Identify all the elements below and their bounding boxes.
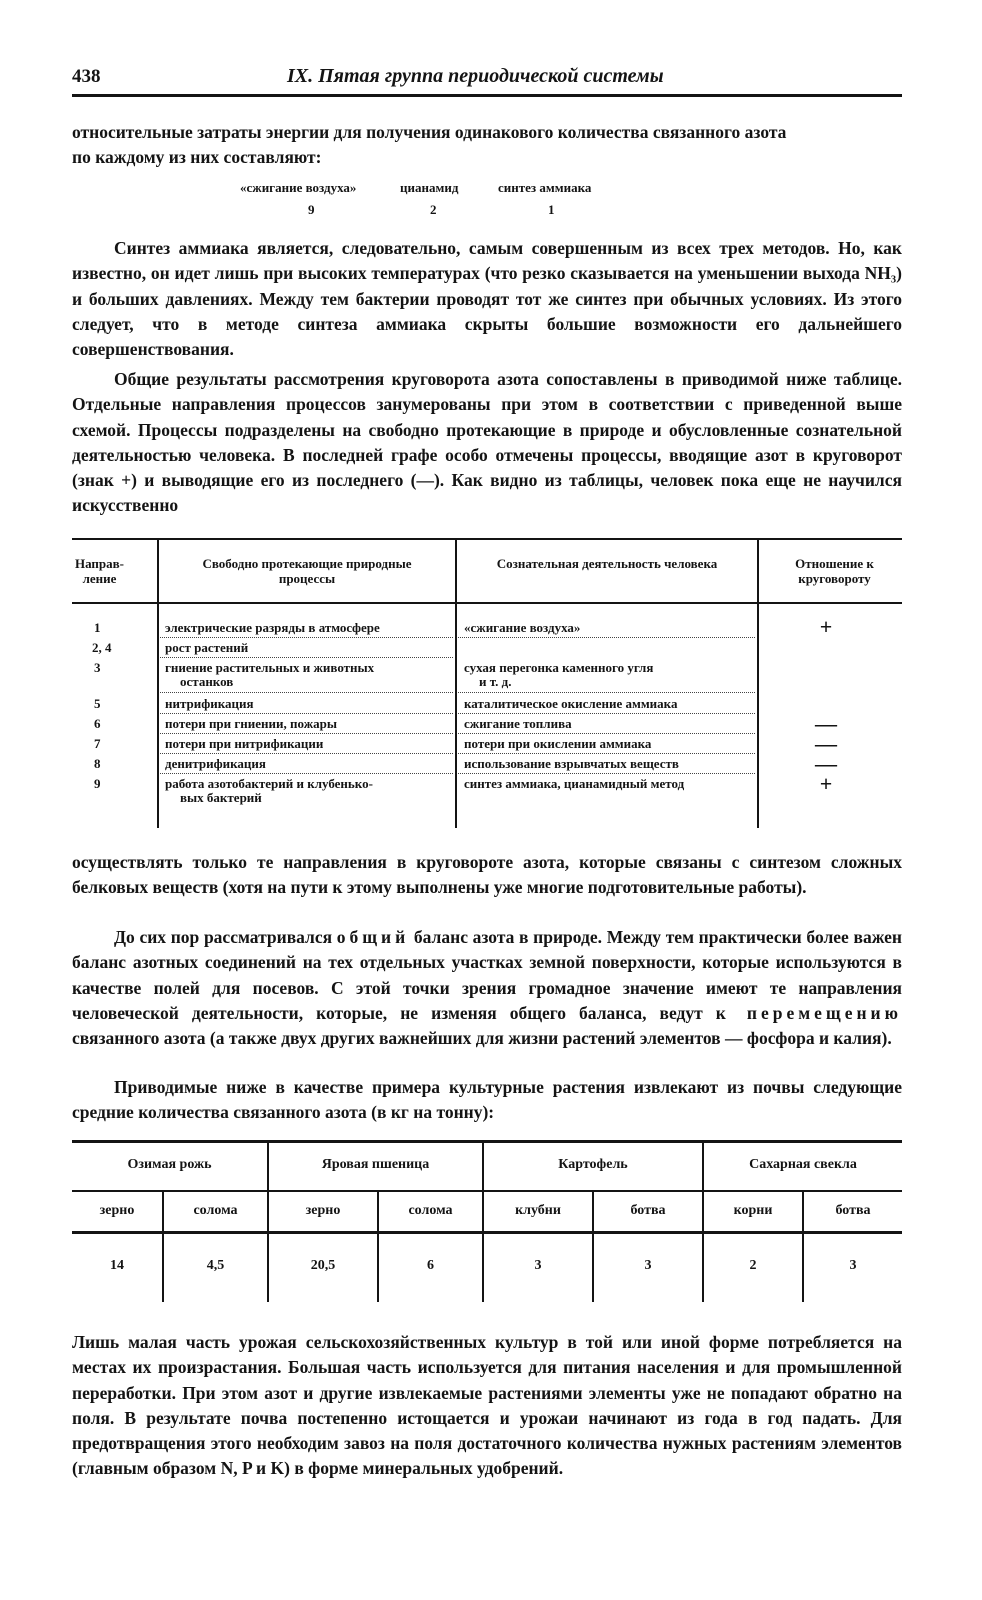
table1-row1-human: «сжигание воздуха» (464, 620, 581, 635)
value-beet-roots: 2 (749, 1258, 757, 1273)
energy-comparison (240, 180, 700, 224)
table1-header-relation: Отношение к круговороту (795, 556, 874, 586)
part-wheat-grain: зерно (305, 1203, 341, 1218)
comparison-label-air-burning: «сжигание воздуха» (240, 180, 357, 195)
table1-dotted-rule (160, 692, 453, 694)
intro-line-2: по каждому из них составляют: (72, 147, 322, 168)
paragraph-synthesis-limits: осуществлять только те направления в круговороте азота, которые связаны с синтезом сложных белковых веществ (хотя на пути к этому выполнены уже многие подготовительные работы). (72, 852, 902, 898)
paragraph-crops-intro: Приводимые ниже в качестве примера культурные растения извлекают из почвы следующие средние количества связанного азота (в кг на тонну): (72, 1077, 902, 1123)
part-beet-tops: ботва (835, 1203, 871, 1218)
table1-row3-natural-cont: останков (180, 674, 234, 689)
table1-header-rule (72, 602, 902, 604)
table1-row2-direction: 2, 4 (92, 640, 112, 655)
paragraph-soil-depletion: Лишь малая часть урожая сельскохозяйственных культур в той или иной форме потребляется на местах их произрастания. Большая часть используется для питания населения и для промышленной переработки. При этом азот и другие извлекаемые растениями элементы уже не попадают обратно на поля. В результате почва постепенно истощается и урожаи начинают из года в год падать. Для предотвращения этого необходим завоз на поля достаточного количества нужных растениям элементов (главным образом N, P и K) в форме минеральных удобрений. (72, 1332, 902, 1479)
table1-dotted-rule (458, 753, 755, 755)
table1-header-natural: Свободно протекающие природные процессы (202, 556, 412, 586)
table1-row6-human: сжигание топлива (464, 716, 572, 731)
comparison-value-cyanamide: 2 (430, 202, 437, 217)
table1-row9-natural: работа азотобактерий и клубенько- (165, 776, 373, 791)
table1-vline-1 (157, 538, 159, 828)
table1-row7-natural: потери при нитрификации (165, 736, 324, 751)
part-potato-tubers: клубни (515, 1203, 561, 1218)
table1-row7-human: потери при окислении аммиака (464, 736, 652, 751)
table1-dotted-rule (160, 713, 453, 715)
table1-row3-human-cont: и т. д. (479, 674, 512, 689)
table1-row8-human: использование взрывчатых веществ (464, 756, 679, 771)
table1-row3-direction: 3 (94, 660, 101, 675)
table1-row6-sign: — (815, 711, 837, 736)
table1-dotted-rule (160, 773, 453, 775)
table1-row5-natural: нитрификация (165, 696, 254, 711)
balance-spaced-emphasis-2: к перемещению (715, 1002, 902, 1023)
table1-dotted-rule (458, 713, 755, 715)
intro-line-1: относительные затраты энергии для получения одинакового количества связанного азота (72, 122, 787, 142)
part-wheat-straw: солома (408, 1203, 453, 1218)
value-rye-grain: 14 (110, 1258, 124, 1273)
crop-potato: Картофель (558, 1157, 628, 1172)
table1-dotted-rule (160, 637, 453, 639)
table1-row8-sign: — (815, 751, 837, 776)
header-rule (72, 94, 902, 97)
balance-spaced-emphasis-1: общий (336, 927, 410, 947)
table2-part-rule (72, 1231, 902, 1234)
crop-nitrogen-table (72, 1140, 902, 1305)
table1-dotted-rule (458, 637, 755, 639)
table2-top-rule (72, 1140, 902, 1143)
table1-row9-direction: 9 (94, 776, 101, 791)
running-header (72, 62, 902, 92)
paragraph-ammonia-synthesis: Синтез аммиака является, следовательно, самым совершенным из всех трех методов. Но, как известно, он идет лишь при высоких температурах (что резко сказывается на уменьшении выхода NH₃) и больших давлениях. Между тем бактерии проводят тот же синтез при обычных условиях. Из этого следует, что в методе синтеза аммиака скрыты большие возможности его дальнейшего совершенствования. (72, 238, 902, 360)
table1-row6-natural: потери при гниении, пожары (165, 716, 338, 731)
nitrogen-cycle-table (72, 538, 902, 828)
crop-sugar-beet: Сахарная свекла (749, 1157, 857, 1172)
comparison-value-ammonia-synthesis: 1 (548, 202, 555, 217)
balance-text-b: баланс азота в природе. Между тем практически более важен баланс азотных соединений на тех отдельных участках земной поверхности, которые используются в качестве полей для посевов. С этой точки зрения громадное значение имеют те направления человеческой деятельности, которые, не изменяя общего баланса, ведут (72, 927, 902, 1023)
table1-row1-natural: электрические разряды в атмосфере (165, 620, 380, 635)
value-wheat-grain: 20,5 (310, 1258, 336, 1273)
comparison-label-cyanamide: цианамид (400, 180, 459, 195)
table1-row2-natural: рост растений (165, 640, 249, 655)
table1-row8-direction: 8 (94, 756, 101, 771)
page-number: 438 (72, 66, 101, 87)
value-beet-tops: 3 (849, 1258, 857, 1273)
table2-crop-rule (72, 1190, 902, 1192)
comparison-value-air-burning: 9 (308, 202, 315, 217)
table1-row9-human: синтез аммиака, цианамидный метод (464, 776, 685, 791)
intro-paragraph (72, 120, 902, 171)
paragraph-nitrogen-balance (72, 925, 902, 1051)
table1-row7-sign: — (815, 731, 837, 756)
table1-header-direction: Направ- ление (74, 556, 124, 586)
table1-row6-direction: 6 (94, 716, 101, 731)
value-wheat-straw: 6 (427, 1258, 434, 1273)
part-potato-tops: ботва (630, 1203, 666, 1218)
table1-row3-human: сухая перегонка каменного угля (464, 660, 654, 675)
table1-dotted-rule (160, 657, 453, 659)
value-potato-tops: 3 (644, 1258, 652, 1273)
value-rye-straw: 4,5 (206, 1258, 225, 1273)
table1-row1-direction: 1 (94, 620, 101, 635)
table1-header-human: Сознательная деятельность человека (496, 556, 718, 571)
table1-row7-direction: 7 (94, 736, 101, 751)
table1-vline-2 (455, 538, 457, 828)
table1-dotted-rule (160, 733, 453, 735)
value-potato-tubers: 3 (534, 1258, 542, 1273)
balance-text-a: До сих пор рассматривался (114, 927, 337, 947)
balance-text-c: связанного азота (а также двух других важнейших для жизни растений элементов — фосфора и калия). (72, 1028, 892, 1049)
table1-row3-natural: гниение растительных и животных (165, 660, 375, 675)
crop-spring-wheat: Яровая пшеница (321, 1157, 430, 1172)
table1-row8-natural: денитрификация (165, 756, 266, 771)
table1-row5-human: каталитическое окисление аммиака (464, 696, 678, 711)
running-title: IX. Пятая группа периодической системы (287, 65, 664, 87)
part-rye-grain: зерно (99, 1203, 135, 1218)
table1-dotted-rule (458, 773, 755, 775)
table1-vline-3 (757, 538, 759, 828)
part-rye-straw: солома (193, 1203, 238, 1218)
paragraph-cycle-summary: Общие результаты рассмотрения круговорота азота сопоставлены в приводимой ниже таблице. Отдельные направления процессов занумерованы при этом в соответствии с приведенной выше схемой. Процессы подразделены на свободно протекающие в природе и обусловленные сознательной деятельностью человека. В последней графе особо отмечены процессы, вводящие азот в круговорот (знак +) и выводящие его из последнего (—). Как видно из таблицы, человек пока еще не научился искусственно (72, 369, 902, 516)
table1-top-rule (72, 538, 902, 540)
table1-row9-sign: + (819, 771, 833, 796)
table1-dotted-rule (458, 692, 755, 694)
table1-row1-sign: + (819, 614, 833, 639)
table1-row9-natural-cont: вых бактерий (180, 790, 262, 805)
crop-winter-rye: Озимая рожь (127, 1157, 212, 1172)
table1-dotted-rule (458, 733, 755, 735)
table1-row5-direction: 5 (94, 696, 101, 711)
part-beet-roots: корни (733, 1203, 773, 1218)
table1-dotted-rule (160, 753, 453, 755)
comparison-label-ammonia-synthesis: синтез аммиака (498, 180, 592, 195)
